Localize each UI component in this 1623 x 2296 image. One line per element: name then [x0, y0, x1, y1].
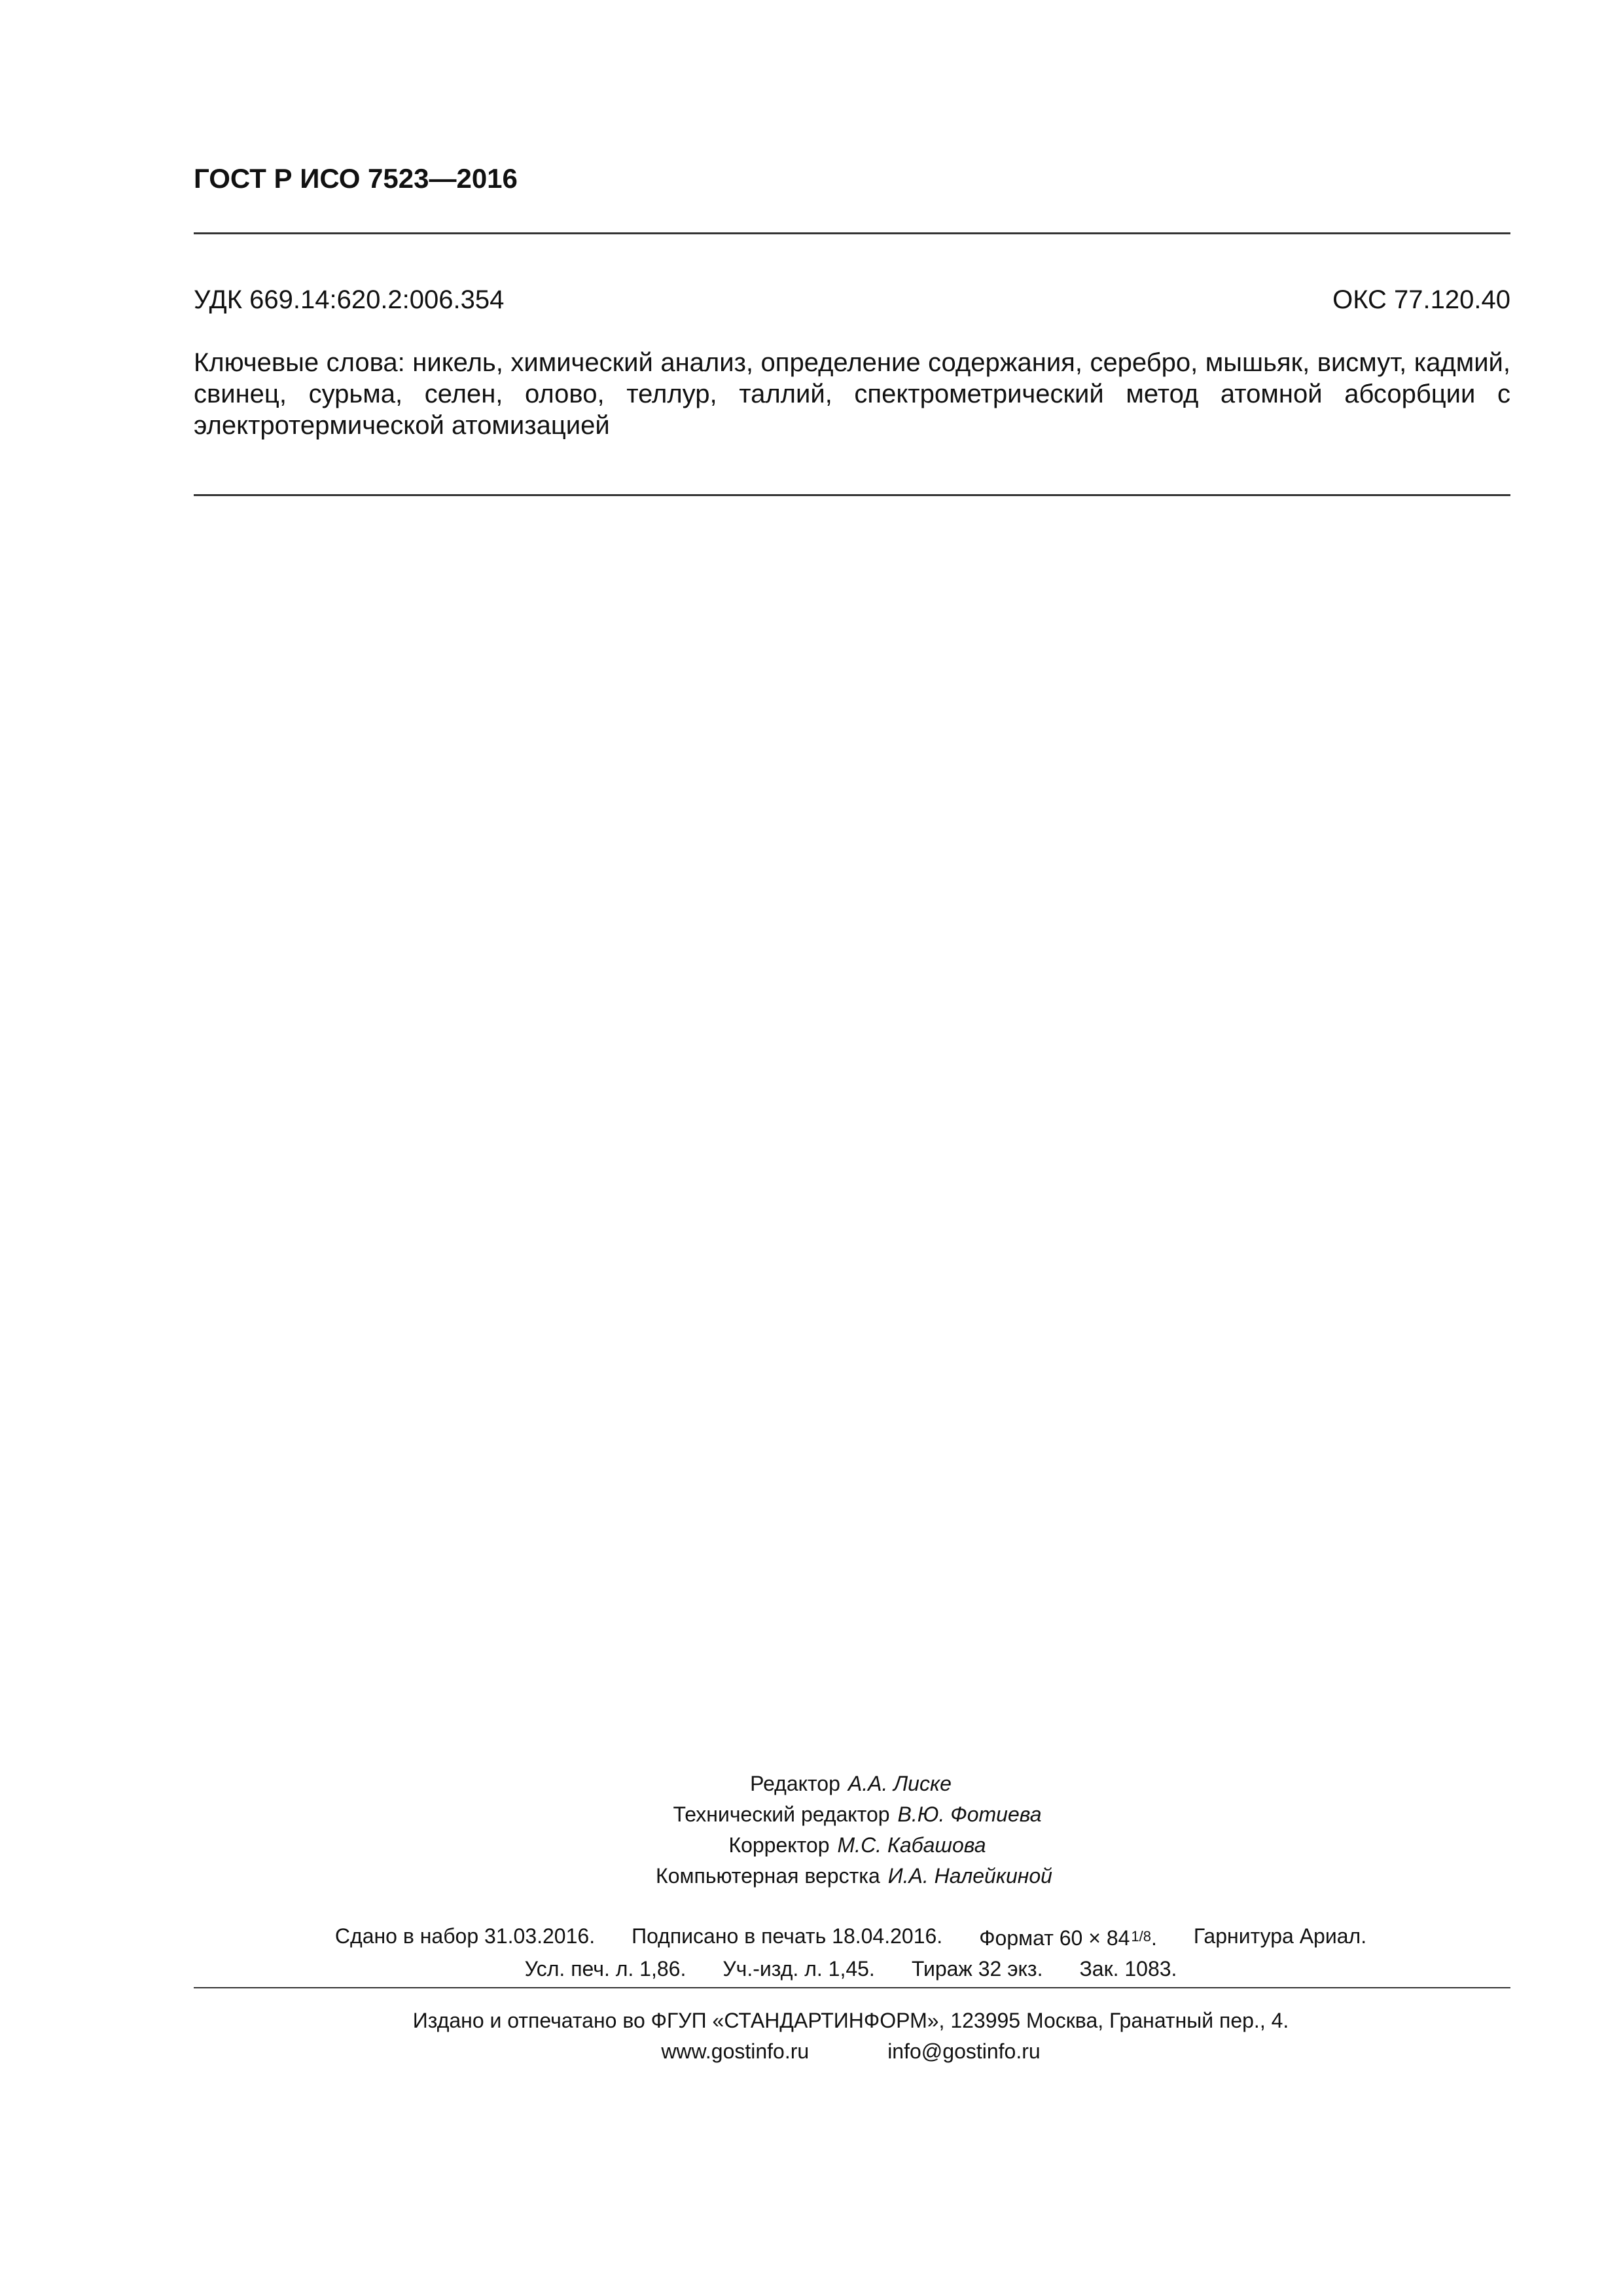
credit-name: А.А. Лиске — [847, 1772, 952, 1795]
credit-name: М.С. Кабашова — [837, 1833, 986, 1857]
paper-format-fraction: 1/8 — [1131, 1928, 1151, 1945]
credit-layout — [0, 1861, 1623, 1892]
credit-corrector — [0, 1830, 1623, 1861]
paper-format-text: Формат 60 × 84 — [979, 1926, 1130, 1950]
typeface: Гарнитура Ариал. — [1193, 1924, 1367, 1948]
publisher-text: Издано и отпечатано во ФГУП «СТАНДАРТИНФОРМ», 123995 Москва, Гранатный пер., 4. — [412, 2009, 1289, 2032]
credit-role: Корректор — [728, 1833, 830, 1857]
signed-date: Подписано в печать 18.04.2016. — [632, 1924, 943, 1948]
print-info-block — [0, 1921, 1623, 1984]
paper-format-end: . — [1151, 1926, 1157, 1950]
document-code: ГОСТ Р ИСО 7523—2016 — [194, 163, 518, 194]
keywords-paragraph: Ключевые слова: никель, химический анализ, определение содержания, серебро, мышьяк, висмут, кадмий, свинец, сурьма, селен, олово, теллур, таллий, спектрометрический метод атомной абсорбции с электротермической атомизацией — [194, 348, 1510, 440]
credit-role: Компьютерная верстка — [656, 1864, 880, 1888]
credit-name: В.Ю. Фотиева — [897, 1803, 1042, 1826]
top-divider — [194, 232, 1510, 234]
circulation: Тираж 32 экз. — [911, 1957, 1043, 1981]
keywords-divider — [194, 494, 1510, 496]
paper-format — [979, 1921, 1157, 1954]
publisher-contacts — [0, 2036, 1623, 2067]
credit-name: И.А. Налейкиной — [887, 1864, 1052, 1888]
publisher-block — [0, 2005, 1623, 2067]
order-number: Зак. 1083. — [1079, 1957, 1177, 1981]
submitted-date: Сдано в набор 31.03.2016. — [334, 1924, 596, 1948]
print-info-line-2 — [0, 1954, 1623, 1984]
credit-role: Редактор — [750, 1772, 840, 1795]
credits-block — [0, 1768, 1623, 1892]
print-sheets: Усл. печ. л. 1,86. — [524, 1957, 687, 1981]
website-link[interactable]: www.gostinfo.ru — [661, 2039, 810, 2063]
publisher-line — [0, 2005, 1623, 2036]
credit-editor — [0, 1768, 1623, 1799]
email-link[interactable]: info@gostinfo.ru — [887, 2039, 1041, 2063]
credit-technical-editor — [0, 1799, 1623, 1830]
publication-sheets: Уч.-изд. л. 1,45. — [722, 1957, 875, 1981]
publisher-divider — [194, 1987, 1510, 1988]
udk-code: УДК 669.14:620.2:006.354 — [194, 285, 505, 314]
print-info-line-1 — [0, 1921, 1623, 1954]
oks-code: ОКС 77.120.40 — [1332, 285, 1510, 314]
credit-role: Технический редактор — [673, 1803, 890, 1826]
